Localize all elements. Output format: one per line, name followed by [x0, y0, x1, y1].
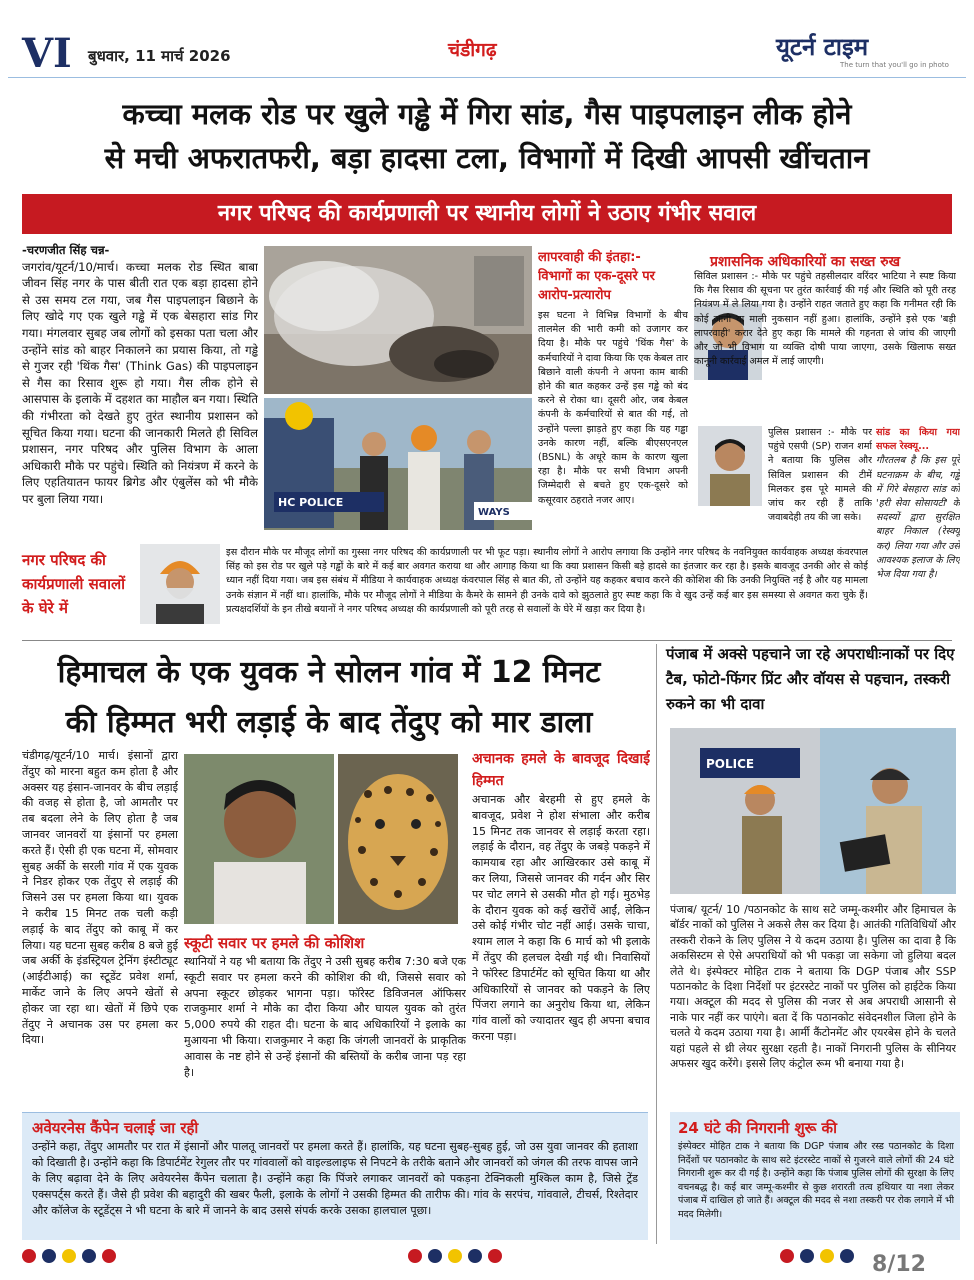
leopard-headline-line-2: की हिम्मत भरी लड़ाई के बाद तेंदुए को मार डाला	[65, 705, 593, 740]
color-dot	[488, 1249, 502, 1263]
admin-police-text	[768, 426, 872, 538]
scooter-body: स्थानियों ने यह भी बताया कि तेंदुए ने उसी सुबह करीब 7:30 बजे एक स्कूटी सवार पर हमला करने की कोशिश की थी, जिससे सवार को अपना स्कूटर छोड़कर भागना पड़ा। फॉरेस्ट डिविजनल ऑफिसर राजकुमार शर्मा ने मौके का दौरा किया और घायल युवक को तुरंत 5,000 रुपये की राहत दी। घटना के बाद अधिकारियों ने इलाके का मुआयना भी किया। राजकुमार ने कहा कि जंगली जानवरों के प्राकृतिक आवास के नष्ट होने से उन्हें इंसानों की बस्तियों के करीब जाना पड़ रहा है।	[184, 955, 466, 1079]
headline-banner: नगर परिषद की कार्यप्रणाली पर स्थानीय लोगों ने उठाए गंभीर सवाल	[22, 194, 952, 234]
sp-photo	[698, 426, 762, 506]
youth-photo	[184, 754, 334, 924]
monitoring-body: इंस्पेक्टर मोहित टाक ने बताया कि DGP पंजाब और रस्ड पठानकोट के दिशा निर्देशों पर पठानकोट के साथ सटे इंटरस्टेट नाकों से गुजरने वाले लोगों की 24 घंटे निगरानी शुरू कर दी गई है। उन्होंने कहा कि पंजाब पुलिस लोगों की सुरक्षा के लिए वचनबद्ध है। कई बार जम्मू-कश्मीर से कुछ शरारती तत्व हथियार या नशा लेकर पंजाब में दाखिल हो जाते हैं। अक्टूल की मदद से नशा तस्करी पर रोक लगाने में भी मदद मिलेगी।	[678, 1141, 954, 1220]
scooter-section	[184, 932, 466, 1110]
monitoring-content	[678, 1116, 954, 1236]
dateline: बुधवार, 11 मार्च 2026	[88, 47, 231, 65]
byline: -चरणजीत सिंह चन्न-	[22, 243, 110, 257]
color-dot	[468, 1249, 482, 1263]
awareness-box	[22, 1112, 648, 1240]
leopard-headline	[16, 648, 642, 748]
council-chief-photo	[140, 544, 220, 624]
color-dot	[42, 1249, 56, 1263]
leopard-body	[22, 748, 178, 1108]
council-text	[226, 546, 868, 636]
punjab-body-text: पंजाब/ यूटर्न/ 10 /पठानकोट के साथ सटे जम्मू-कश्मीर और हिमाचल के बॉर्डर नाकों को पुलिस ने अकसे लैस कर दिया है। आतंकी गतिविधियों और तस्करी रोकने के लिए पुलिस ने ये कदम उठाया है। पुलिस का दावा है कि अकसिस्टम से ऐसे अपराधियों को भी पकड़ा जा सकेगा जो हुलिया बदल लेते थे। इंस्पेक्टर मोहित टाक ने बताया कि DGP पंजाब और SSP पठानकोट के दिशा निर्देशों पर इंटरस्टेट नाकों पर पुलिस को हाईटेक किया गया। अक्टूल की मदद से पुलिस की नजर से अब अपराधी आसानी से नाके पार नहीं कर पाएंगे। बता दें कि पठानकोट संवेदनशील जिला होने के चलते ये कदम उठाया गया है। आर्मी कैंटोनमेंट और एयरबेस होने के चलते यहां पहले से थ्री लेयर सुरक्षा रहती है। नाकों निगरानी पुलिस के सीनियर अफसर खुद करेंगे। इससे लिए कंट्रोल रूम भी बनाया गया है।	[670, 903, 956, 1071]
scooter-title: स्कूटी सवार पर हमले की कोशिश	[184, 934, 365, 952]
footer-dots-right	[780, 1248, 860, 1262]
monitoring-title: 24 घंटे की निगरानी शुरू की	[678, 1119, 837, 1137]
crowd-photo	[264, 398, 532, 530]
newspaper-logo	[776, 30, 950, 70]
admin-title: प्रशासनिक अधिकारियों का सख्त रुख	[710, 254, 901, 270]
color-dot	[448, 1249, 462, 1263]
logo-text: यूटर्न टाइम	[776, 32, 869, 61]
leopard-photo	[338, 754, 458, 924]
color-dot	[408, 1249, 422, 1263]
color-dot	[780, 1249, 794, 1263]
logo-tagline: The turn that you'll go in photo	[840, 61, 949, 69]
awareness-title: अवेयरनेस कैंपेन चलाई जा रही	[32, 1119, 199, 1137]
courage-section	[472, 748, 650, 1108]
city-label: चंडीगढ़	[448, 39, 497, 61]
leopard-body-text: चंडीगढ़/यूटर्न/10 मार्च। इंसानों द्वारा तेंदुए को मारना बहुत कम होता है और अक्सर यह इंसान-जानवर के बीच लड़ाई की वजह से होता है, जो आमतौर पर तब बदला लेने के लिए होता है जब जानवर जानवरों या इंसानों पर हमला करते हैं। ऐसी ही एक घटना में, सोमवार सुबह अर्की के सरली गांव में एक युवक ने निडर होकर एक तेंदुए से लड़ाई की जिसने उस पर हमला किया था। युवक ने करीब 15 मिनट तक चली कड़ी लड़ाई के बाद तेंदुए को काबू में कर लिया। यह घटना सुबह करीब 8 बजे हुई जब अर्की के इंडस्ट्रियल ट्रेनिंग इंस्टीट्यूट (आईटीआई) का स्टूडेंट प्रवेश शर्मा, मार्केट जाने के लिए अपने खेतों से होकर जा रहा था। खेतों में छिपे एक तेंदुए ने अचानक उस पर हमला कर दिया।	[22, 749, 178, 1047]
gas-leak-image	[264, 246, 532, 394]
awareness-content	[32, 1117, 638, 1237]
punjab-headline: पंजाब में अक्से पहचाने जा रहे अपराधीःनाकों पर दिए टैब, फोटो-फिंगर प्रिंट और वॉयस से पहचान, तस्करी रुकने का भी दावा	[666, 645, 955, 713]
punjab-body	[670, 902, 956, 1108]
headline-line-1: कच्चा मलक रोड पर खुले गड्ढे में गिरा सांड, गैस पाइपलाइन लीक होने	[122, 97, 852, 131]
negligence-body: इस घटना ने विभिन्न विभागों के बीच तालमेल की भारी कमी को उजागर कर दिया है। मौके पर पहुंचे 'थिंक गैस' के कर्मचारियों ने दावा किया कि एक केबल तार बिछाने वाली कंपनी ने अपना काम बाकी होने की बात कहकर उन्हें इस गड्ढे को बंद करने से रोका था। दूसरी ओर, जब केबल कंपनी के कर्मचारियों से बात की गई, तो उन्होंने पल्ला झाड़ते हुए कहा कि यह गड्ढा उनके कारण नहीं, बल्कि बीएसएनएल (BSNL) के अधूरे काम के कारण खुला रहा है। मौके पर सभी विभाग अपनी जिम्मेदारी से बचते हुए एक-दूसरे को कसूरवार ठहराते नजर आए।	[538, 310, 688, 506]
awareness-body: उन्होंने कहा, तेंदुए आमतौर पर रात में इंसानों और पालतू जानवरों पर हमला करते हैं। हालांकि, यह घटना सुबह-सुबह हुई, जो उस युवा जानवर की हताशा को दिखाती है। उन्होंने कहा कि डिपार्टमेंट रेगुलर तौर पर गांववालों को वाइल्डलाइफ से निपटने के तरीके बताने और जानवरों को जंगल की तरफ वापस जाने के लिए बढ़ावा देने के लिए अवेयरनेस कैंपेन चलाता है। उन्होंने कहा कि पिंजरे लगाकर जानवरों को पकड़ना टेक्निकली मुश्किल काम है, जिसे ट्रेंड एक्सपर्ट्स करते हैं। जैसे ही प्रवेश की बहादुरी की खबर फैली, इलाके के लोगों ने उसकी हिम्मत की तारीफ की। गांव के सरपंच, गांववाले, टीचर्स, रिश्तेदार और कॉलेज के स्टूडेंट्स ने भी घटना के बारे में जानने के बाद उससे संपर्क करके उसका हालचाल पूछा।	[32, 1140, 638, 1217]
negligence-title: लापरवाही की इंतहा:- विभागों का एक-दूसरे पर आरोप-प्रत्यारोप	[538, 250, 655, 303]
rescue-section	[876, 426, 960, 638]
youth-portrait	[184, 754, 334, 924]
main-story-body	[22, 242, 258, 538]
newspaper-page	[8, 8, 966, 1248]
courage-title: अचानक हमले के बावजूद दिखाई हिम्मत	[472, 751, 650, 789]
color-dot	[22, 1249, 36, 1263]
crowd-image	[264, 398, 532, 530]
color-dot	[820, 1249, 834, 1263]
rescue-title: सांड का किया गया सफल रेस्क्यू...	[876, 427, 960, 453]
section-divider	[22, 640, 952, 641]
admin-body-civil: सिविल प्रशासन :- मौके पर पहुंचे तहसीलदार वरिंदर भाटिया ने स्पष्ट किया कि गैस रिसाव की सूचना पर तुरंत कार्रवाई की गई और स्थिति को पूरी तरह नियंत्रण में ले लिया गया है। उन्होंने राहत जताते हुए कहा कि गनीमत रही कि कोई जानी या माली नुकसान नहीं हुआ। हालांकि, उन्होंने इसे एक 'बड़ी लापरवाही' करार देते हुए कहा कि मामले की गहनता से जांच की जाएगी और जो भी विभाग या व्यक्ति दोषी पाया जाएगा, उसके खिलाफ सख्त कानूनी कार्रवाई अमल में लाई जाएगी।	[694, 271, 956, 368]
council-body: इस दौरान मौके पर मौजूद लोगों का गुस्सा नगर परिषद की कार्यप्रणाली पर भी फूट पड़ा। स्थानीय लोगों ने आरोप लगाया कि उन्होंने नगर परिषद के नवनियुक्त कार्यवाहक अध्यक्ष कंवरपाल सिंह को इस रोड पर खुले पड़े गड्ढों के बारे में कई बार अवगत कराया था और आगाह किया था कि क्या प्रशासन किसी बड़े हादसे का इंतजार कर रहा है। इसके बावजूद उनकी ओर से कोई ध्यान नहीं दिया गया। जब इस संबंध में मीडिया ने कार्यवाहक अध्यक्ष कंवरपाल सिंह से बात की, तो उन्होंने यह कहकर बचाव करने की कोशिश की कि उनकी नियुक्ति नई है और यह मामला उनके संज्ञान में नहीं था। हालांकि, मौके पर मौजूद लोगों ने मीडिया के कैमरे के सामने ही उनके दावे को झुठलाते हुए स्पष्ट कहा कि वे खुद उन्हें कई बार इस समस्या से अवगत करा चुके हैं। प्रत्यक्षदर्शियों के इन तीखे बयानों ने नगर परिषद अध्यक्ष की कार्यप्रणाली को पूरी तरह से सवालों के घेरे में खड़ा कर दिया है।	[226, 547, 868, 615]
gas-leak-photo	[264, 246, 532, 394]
main-headline	[8, 92, 966, 180]
color-dot	[62, 1249, 76, 1263]
color-dot	[840, 1249, 854, 1263]
masthead	[8, 26, 966, 78]
admin-civil-text	[694, 270, 956, 416]
rescue-body: गौरतलब है कि इस पूरे घटनाक्रम के बीच, गड्ढे में गिरे बेसहारा सांड को 'हरी सेवा सोसायटी' के सदस्यों द्वारा सुरक्षित बाहर निकाल (रेस्क्यू कर) लिया गया और उसे आवश्यक इलाज के लिए भेज दिया गया है।	[876, 455, 960, 581]
footer-dots-center	[408, 1248, 508, 1262]
page-indicator[interactable]: 8/12	[872, 1252, 926, 1277]
monitoring-box	[670, 1112, 960, 1240]
column-divider	[656, 644, 657, 1244]
leopard-image	[338, 754, 458, 924]
police-tab-image	[670, 728, 956, 894]
main-story-text: जगरांव/यूटर्न/10/मार्च। कच्चा मलक रोड स्थित बाबा जीवन सिंह नगर के पास बीती रात एक बड़ा हादसा होने से उस समय टल गया, जब गैस पाइपलाइन बिछाने के लिए खोदे गए एक खुले गड्ढे में एक बेसहारा सांड गिर गया। मंगलवार सुबह जब लोगों को इसका पता चला और उन्होंने सांड को बाहर निकालने का प्रयास किया, तो गड्ढे से गुजर रही 'थिंक गैस' (Think Gas) की पाइपलाइन से गैस का रिसाव शुरू हो गया। गैस लीक होने से आसपास के इलाके में दहशत का माहौल बन गया। स्थिति की गंभीरता को देखते हुए तुरंत स्थानीय प्रशासन को सूचित किया गया। घटना की जानकारी मिलते ही सिविल प्रशासन, नगर परिषद और पुलिस विभाग के आला अधिकारी मौके पर पहुंचे। स्थिति को नियंत्रण में करने के लिए एहतियातन फायर ब्रिगेड और एंबुलेंस को भी मौके पर बुला लिया गया।	[22, 259, 258, 506]
sp-portrait	[698, 426, 762, 506]
council-title: नगर परिषद की कार्यप्रणाली सवालों के घेरे में	[22, 551, 126, 617]
police-tab-photo	[670, 728, 956, 894]
headline-line-2: से मची अफरातफरी, बड़ा हादसा टला, विभागों में दिखी आपसी खींचतान	[104, 141, 870, 175]
courage-body: अचानक और बेरहमी से हुए हमले के बावजूद, प्रवेश ने होश संभाला और करीब 15 मिनट तक जानवर से लड़ाई करता रहा। लड़ाई के दौरान, वह तेंदुए के जबड़े पकड़ने में कामयाब रहा और आखिरकार उसे काबू में कर लिया, जिससे जानवर की गर्दन और सिर पर चोट लगने से उसकी मौत हो गई। मुठभेड़ के दौरान युवक को कई खरोंचें आईं, लेकिन उसे कोई गंभीर चोट नहीं आई। उसके चाचा, श्याम लाल ने कहा कि 6 मार्च को भी इलाके में तेंदुए की हलचल देखी गई थी। निवासियों ने फॉरेस्ट डिपार्टमेंट को सूचित किया था और अधिकारियों से जानवर को पकड़ने के लिए पिंजरा लगाने का अनुरोध किया था, लेकिन गांव वालों को ज्यादातर खुद ही अपना बचाव करना पड़ा।	[472, 793, 650, 1043]
footer-dots-left	[22, 1248, 122, 1262]
police-banner-text: HC POLICE	[278, 496, 344, 509]
color-dot	[102, 1249, 116, 1263]
sign-text: WAYS	[478, 507, 510, 518]
vehicle-text: POLICE	[706, 757, 755, 771]
council-chief-portrait	[140, 544, 220, 624]
color-dot	[82, 1249, 96, 1263]
page-number: VI	[22, 30, 72, 77]
leopard-headline-line-1: हिमाचल के एक युवक ने सोलन गांव में 12 मिनट	[57, 655, 601, 690]
color-dot	[428, 1249, 442, 1263]
color-dot	[800, 1249, 814, 1263]
negligence-section	[538, 248, 688, 538]
admin-body-police: पुलिस प्रशासन :- मौके पर पहुंचे एसपी (SP) राजन शर्मा ने बताया कि पुलिस और सिविल प्रशासन की टीमें मिलकर इस पूरे मामले की जांच कर रही हैं ताकि जवाबदेही तय की जा सके।	[768, 427, 872, 524]
